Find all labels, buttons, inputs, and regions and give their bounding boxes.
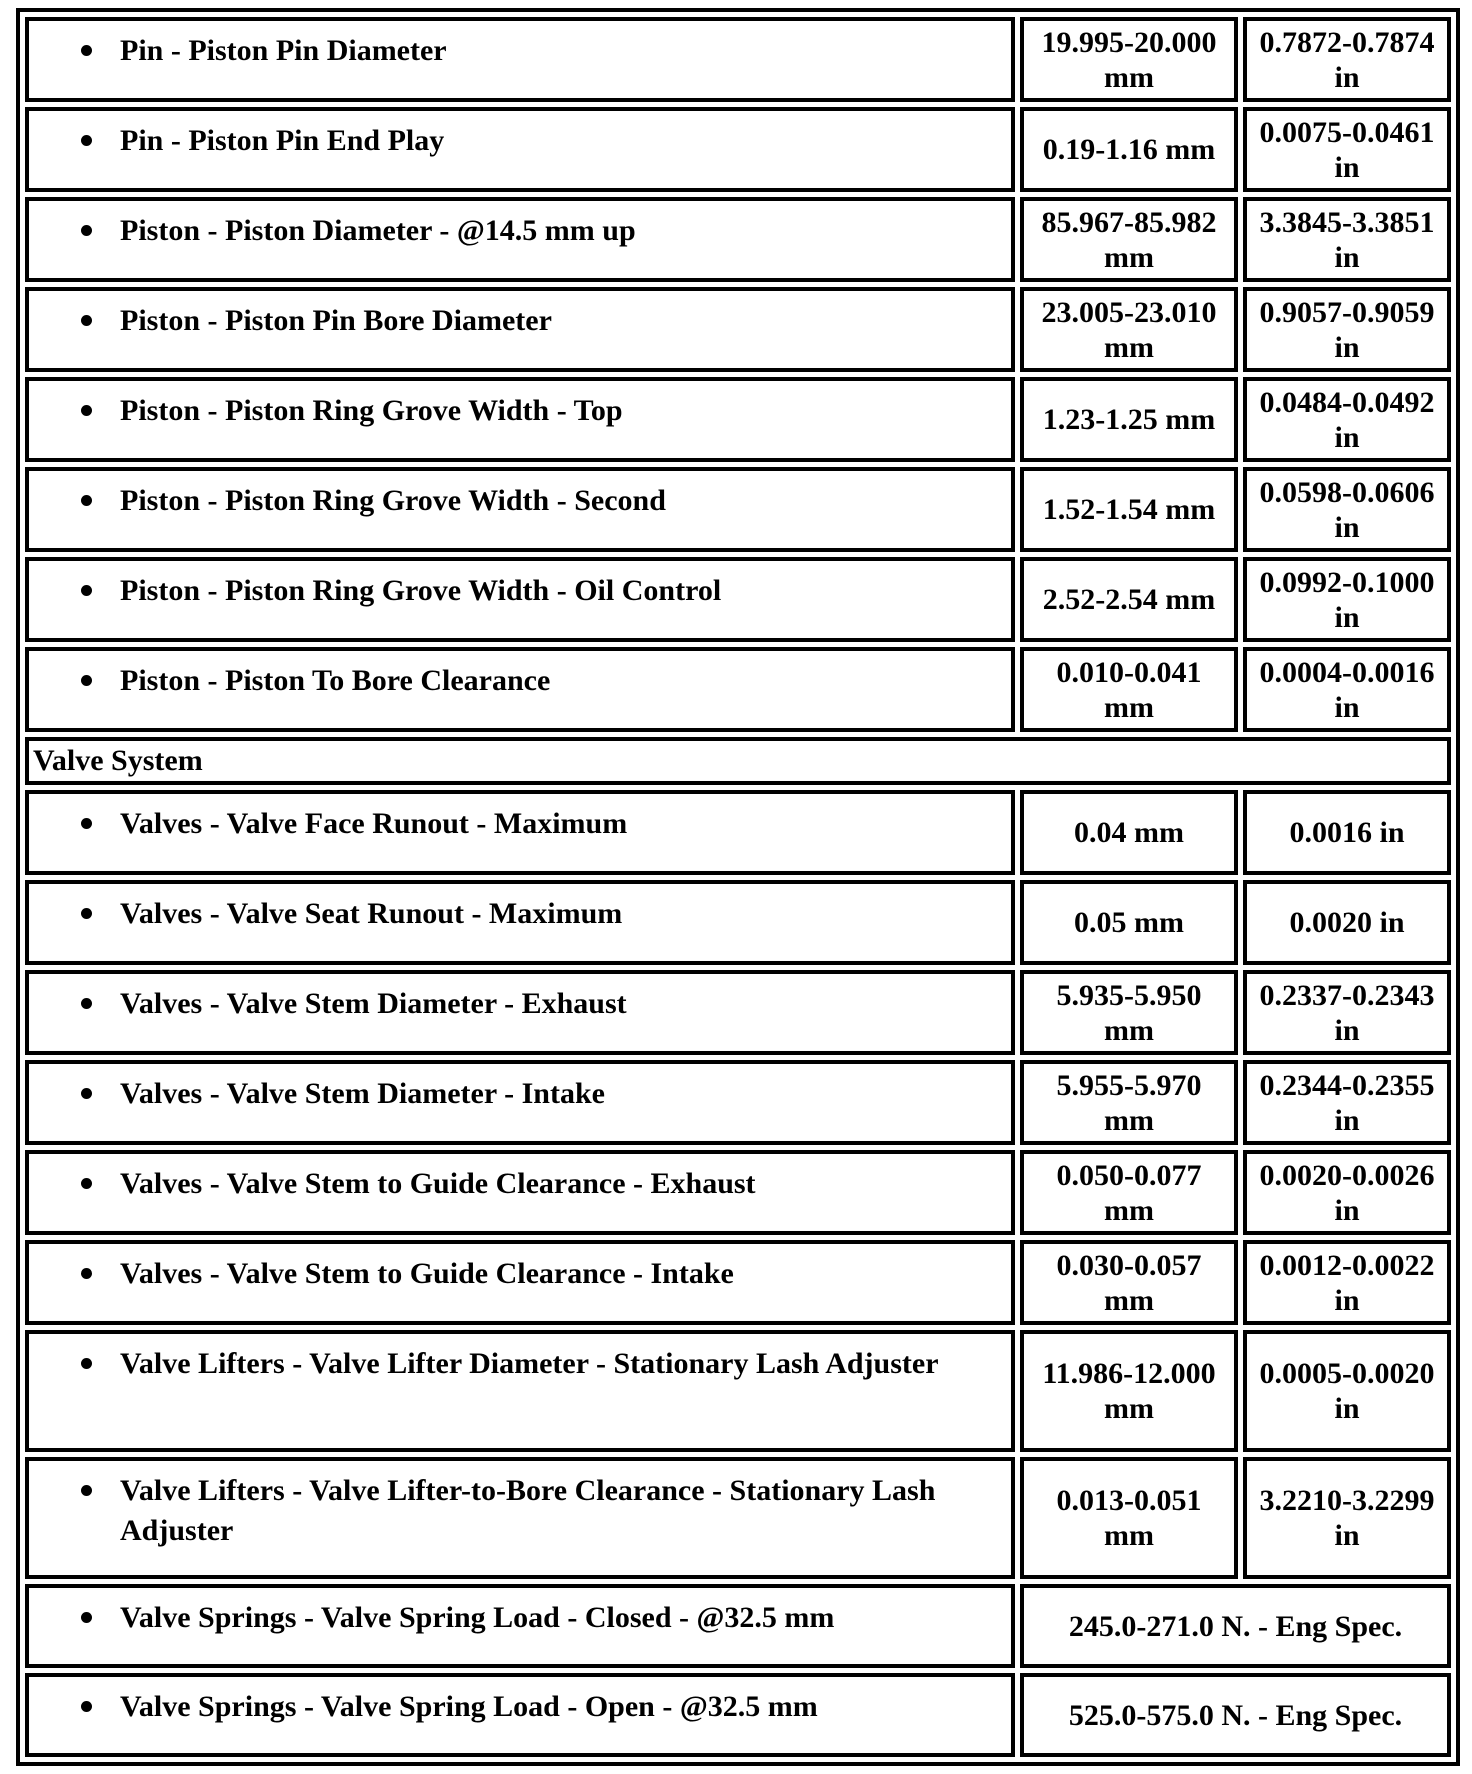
bullet-icon: [81, 1178, 92, 1189]
spec-row: [25, 17, 1451, 102]
bullet-icon: [81, 1268, 92, 1279]
spec-label-cell: [25, 17, 1015, 102]
bullet-icon: [81, 585, 92, 596]
imperial-value-cell: 0.7872-0.7874 in: [1243, 17, 1451, 102]
spec-label-cell: [25, 880, 1015, 965]
spec-row: [25, 1150, 1451, 1235]
imperial-value-cell: 0.2344-0.2355 in: [1243, 1060, 1451, 1145]
spec-label-cell: [25, 1060, 1015, 1145]
spec-label-cell: [25, 107, 1015, 192]
imperial-value-cell: 0.2337-0.2343 in: [1243, 970, 1451, 1055]
combined-value-cell: 525.0-575.0 N. - Eng Spec.: [1020, 1673, 1451, 1757]
imperial-value-cell: 0.0075-0.0461 in: [1243, 107, 1451, 192]
spec-row: [25, 107, 1451, 192]
spec-label: Valve Lifters - Valve Lifter-to-Bore Clearance - Stationary Lash Adjuster: [120, 1474, 936, 1547]
spec-row: [25, 287, 1451, 372]
spec-label-cell: [25, 1584, 1015, 1668]
spec-label: Piston - Piston Ring Grove Width - Top: [120, 394, 623, 427]
bullet-icon: [81, 45, 92, 56]
spec-row: [25, 1060, 1451, 1145]
spec-row: [25, 467, 1451, 552]
bullet-icon: [81, 1485, 92, 1496]
spec-label-cell: [25, 647, 1015, 732]
spec-label: Pin - Piston Pin Diameter: [120, 34, 447, 67]
spec-row: [25, 880, 1451, 965]
spec-label-cell: [25, 1240, 1015, 1325]
spec-label: Valve Springs - Valve Spring Load - Open - @32.5 mm: [120, 1690, 818, 1723]
spec-label: Valves - Valve Stem Diameter - Intake: [120, 1077, 605, 1110]
spec-row: [25, 647, 1451, 732]
bullet-icon: [81, 495, 92, 506]
bullet-icon: [81, 315, 92, 326]
combined-value-cell: 245.0-271.0 N. - Eng Spec.: [1020, 1584, 1451, 1668]
bullet-icon: [81, 998, 92, 1009]
metric-value-cell: 85.967-85.982 mm: [1020, 197, 1238, 282]
bullet-icon: [81, 225, 92, 236]
spec-label: Piston - Piston Ring Grove Width - Second: [120, 484, 666, 517]
bullet-icon: [81, 405, 92, 416]
spec-label-cell: [25, 557, 1015, 642]
metric-value-cell: 0.050-0.077 mm: [1020, 1150, 1238, 1235]
imperial-value-cell: 3.2210-3.2299 in: [1243, 1457, 1451, 1579]
imperial-value-cell: 0.0004-0.0016 in: [1243, 647, 1451, 732]
engine-specifications-table: [16, 8, 1460, 1766]
spec-label: Valves - Valve Stem to Guide Clearance - Exhaust: [120, 1167, 756, 1200]
spec-row: [25, 1457, 1451, 1579]
spec-label-cell: [25, 1457, 1015, 1579]
spec-label: Valves - Valve Stem Diameter - Exhaust: [120, 987, 627, 1020]
imperial-value-cell: 0.0020-0.0026 in: [1243, 1150, 1451, 1235]
imperial-value-cell: 0.0020 in: [1243, 880, 1451, 965]
imperial-value-cell: 0.0484-0.0492 in: [1243, 377, 1451, 462]
metric-value-cell: 1.23-1.25 mm: [1020, 377, 1238, 462]
metric-value-cell: 5.935-5.950 mm: [1020, 970, 1238, 1055]
spec-row: [25, 1584, 1451, 1668]
spec-label: Piston - Piston To Bore Clearance: [120, 664, 551, 697]
spec-label: Piston - Piston Pin Bore Diameter: [120, 304, 552, 337]
imperial-value-cell: 3.3845-3.3851 in: [1243, 197, 1451, 282]
spec-row: [25, 1330, 1451, 1452]
imperial-value-cell: 0.0016 in: [1243, 790, 1451, 875]
metric-value-cell: 11.986-12.000 mm: [1020, 1330, 1238, 1452]
metric-value-cell: 0.19-1.16 mm: [1020, 107, 1238, 192]
metric-value-cell: 0.013-0.051 mm: [1020, 1457, 1238, 1579]
spec-label-cell: [25, 1150, 1015, 1235]
bullet-icon: [81, 1358, 92, 1369]
spec-label-cell: [25, 467, 1015, 552]
spec-row: [25, 970, 1451, 1055]
bullet-icon: [81, 135, 92, 146]
metric-value-cell: 23.005-23.010 mm: [1020, 287, 1238, 372]
bullet-icon: [81, 818, 92, 829]
metric-value-cell: 5.955-5.970 mm: [1020, 1060, 1238, 1145]
bullet-icon: [81, 908, 92, 919]
imperial-value-cell: 0.0012-0.0022 in: [1243, 1240, 1451, 1325]
spec-label: Valves - Valve Seat Runout - Maximum: [120, 897, 623, 930]
imperial-value-cell: 0.0598-0.0606 in: [1243, 467, 1451, 552]
spec-row: [25, 1240, 1451, 1325]
section-header-row: [25, 737, 1451, 785]
spec-label: Piston - Piston Diameter - @14.5 mm up: [120, 214, 636, 247]
spec-label: Valve Springs - Valve Spring Load - Closed - @32.5 mm: [120, 1601, 835, 1634]
metric-value-cell: 1.52-1.54 mm: [1020, 467, 1238, 552]
spec-label-cell: [25, 970, 1015, 1055]
spec-label-cell: [25, 377, 1015, 462]
bullet-icon: [81, 1701, 92, 1712]
imperial-value-cell: 0.0992-0.1000 in: [1243, 557, 1451, 642]
metric-value-cell: 0.04 mm: [1020, 790, 1238, 875]
spec-label-cell: [25, 287, 1015, 372]
metric-value-cell: 2.52-2.54 mm: [1020, 557, 1238, 642]
imperial-value-cell: 0.0005-0.0020 in: [1243, 1330, 1451, 1452]
spec-row: [25, 557, 1451, 642]
spec-row: [25, 790, 1451, 875]
spec-label-cell: [25, 197, 1015, 282]
spec-row: [25, 197, 1451, 282]
spec-row: [25, 377, 1451, 462]
spec-row: [25, 1673, 1451, 1757]
spec-label-cell: [25, 1330, 1015, 1452]
bullet-icon: [81, 1088, 92, 1099]
spec-label-cell: [25, 790, 1015, 875]
spec-label: Valves - Valve Stem to Guide Clearance - Intake: [120, 1257, 734, 1290]
imperial-value-cell: 0.9057-0.9059 in: [1243, 287, 1451, 372]
spec-label-cell: [25, 1673, 1015, 1757]
spec-label: Piston - Piston Ring Grove Width - Oil Control: [120, 574, 722, 607]
section-title: Valve System: [25, 737, 1451, 785]
bullet-icon: [81, 1612, 92, 1623]
metric-value-cell: 0.030-0.057 mm: [1020, 1240, 1238, 1325]
metric-value-cell: 19.995-20.000 mm: [1020, 17, 1238, 102]
metric-value-cell: 0.05 mm: [1020, 880, 1238, 965]
bullet-icon: [81, 675, 92, 686]
spec-label: Valves - Valve Face Runout - Maximum: [120, 807, 628, 840]
spec-label: Valve Lifters - Valve Lifter Diameter - Stationary Lash Adjuster: [120, 1347, 939, 1380]
metric-value-cell: 0.010-0.041 mm: [1020, 647, 1238, 732]
spec-label: Pin - Piston Pin End Play: [120, 124, 445, 157]
